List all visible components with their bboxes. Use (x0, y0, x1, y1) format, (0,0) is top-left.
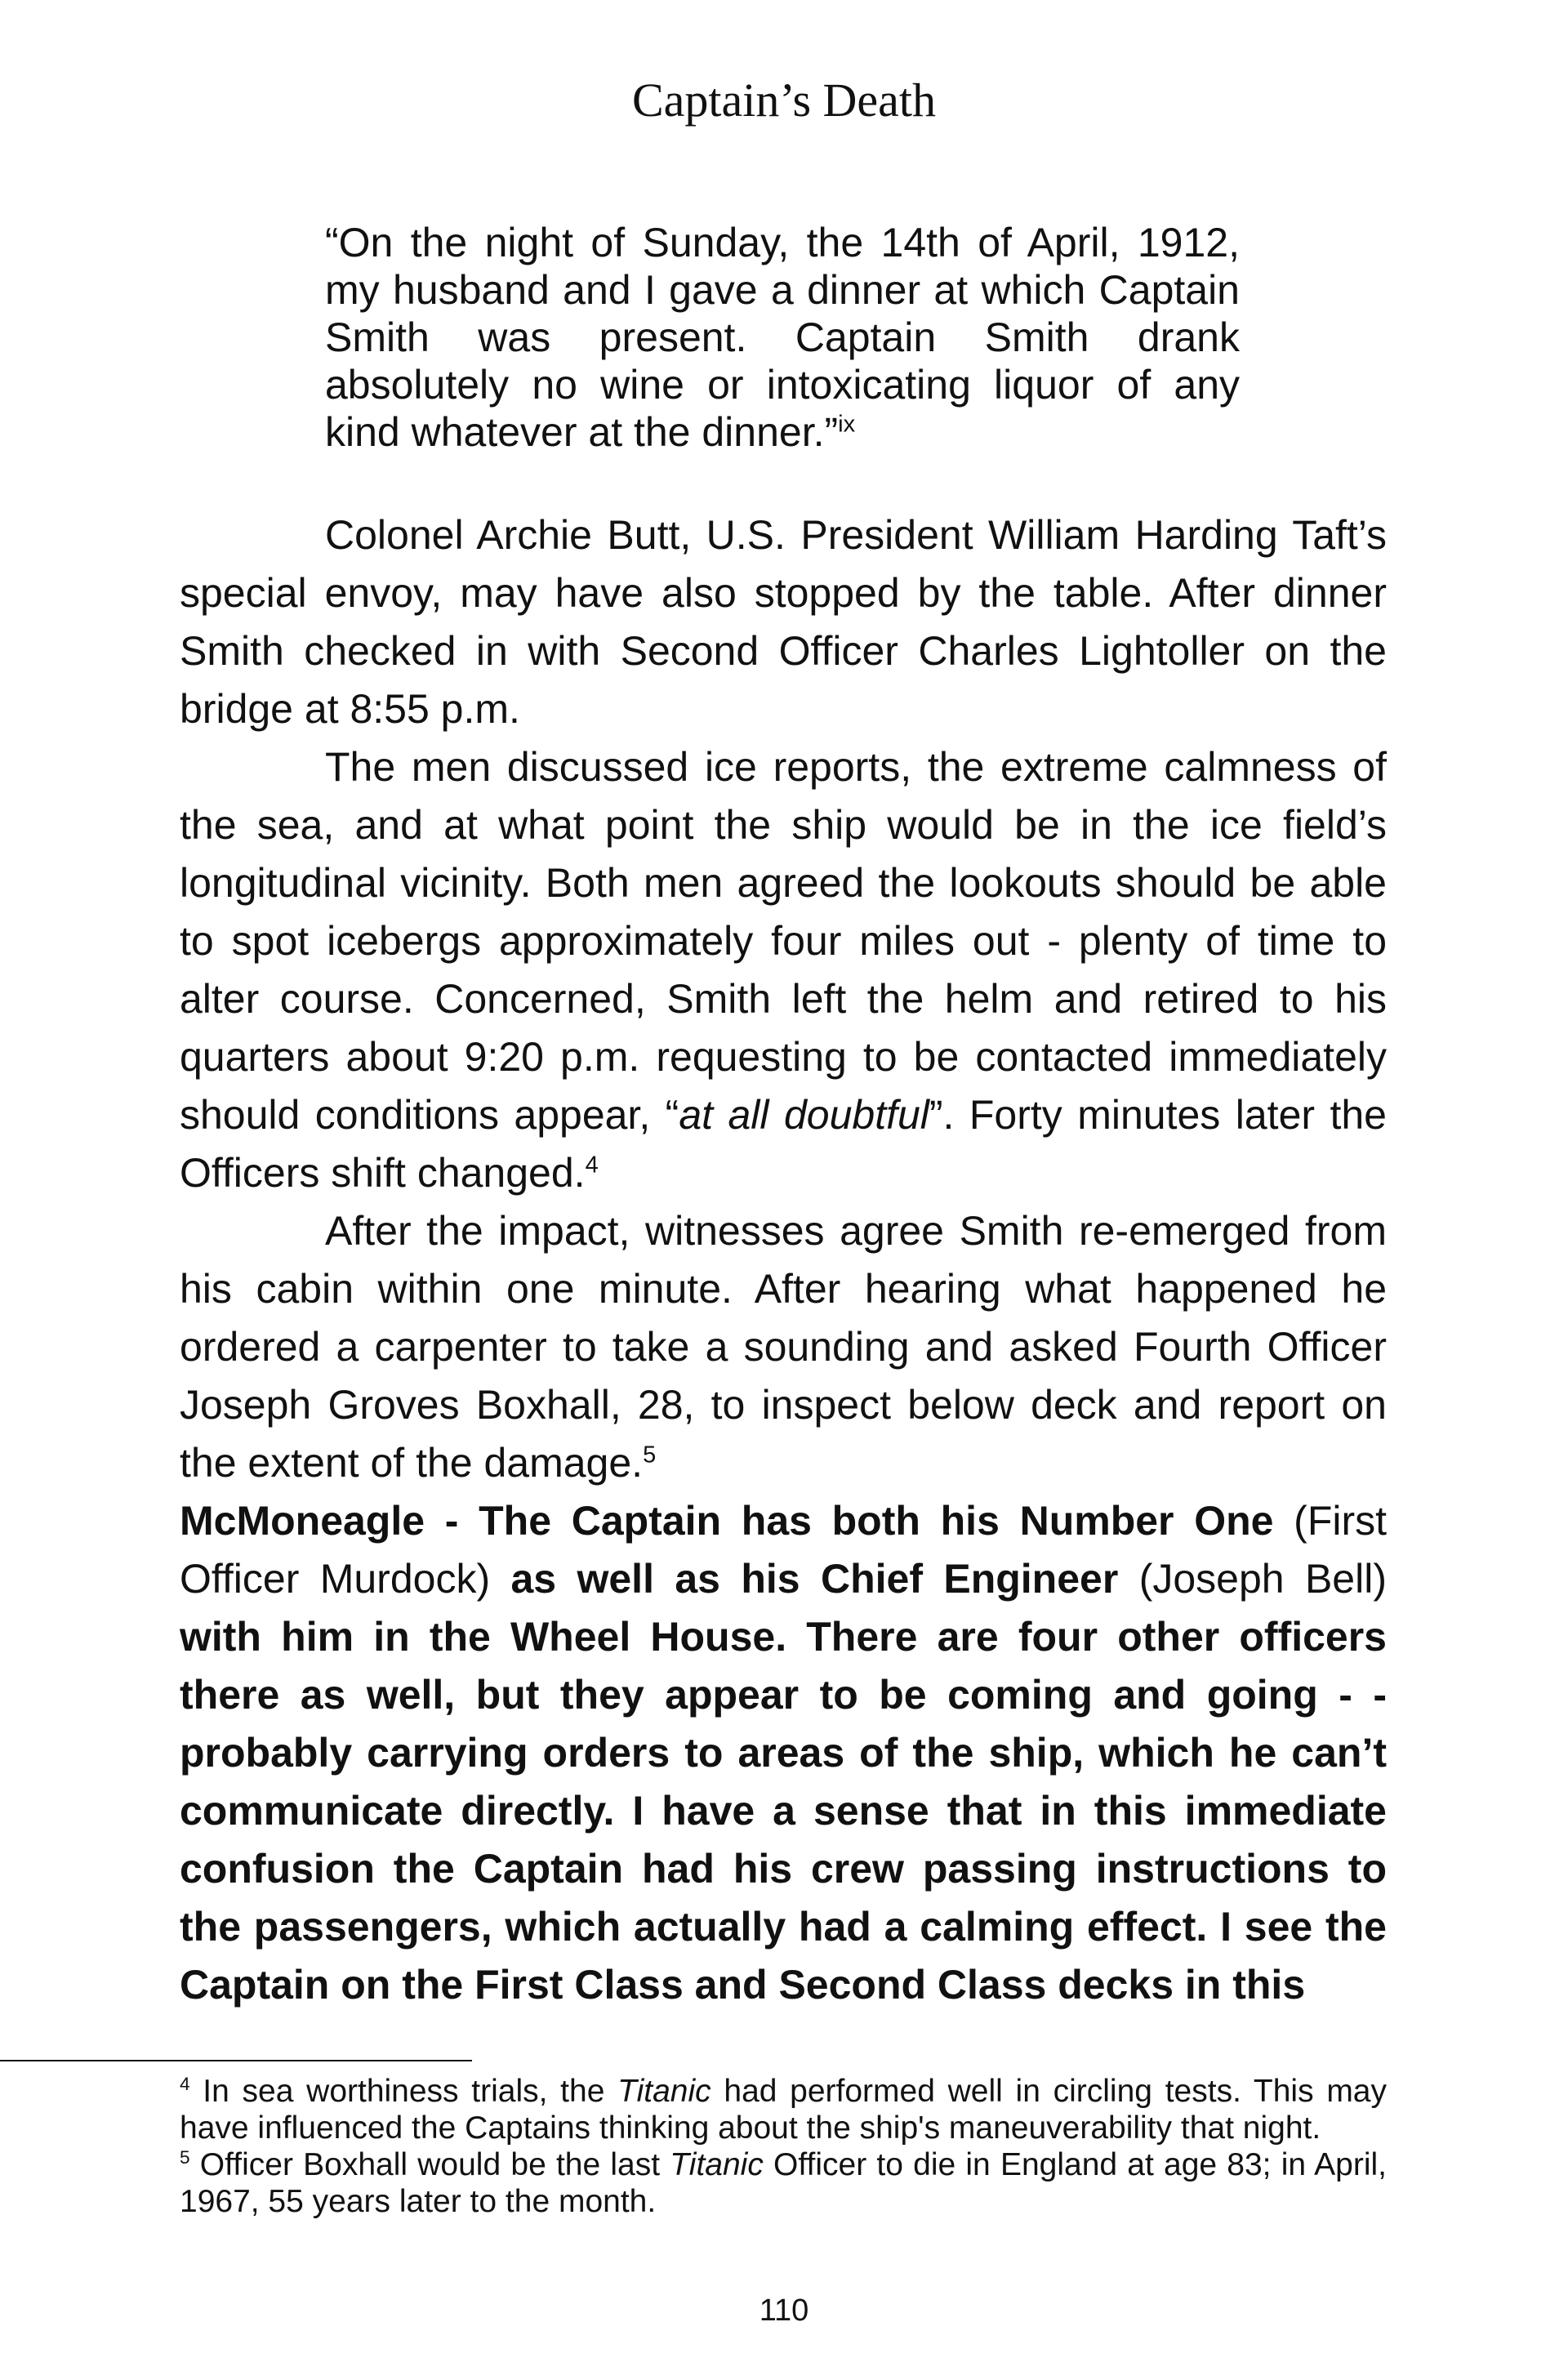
footnote-italic: Titanic (617, 2074, 711, 2109)
para4-bold-3: with him in the Wheel House. There are four other officers there as well, but they appear to be coming and going - - probably carrying orders to areas of the ship, which he can’t communicate directly. I have a sense that in this immediate confusion the Captain had his crew passing instructions to the passengers, which actually had a calming effect. I see the Captain on the First Class and Second Class decks in this (180, 1614, 1387, 2008)
block-quote (325, 219, 1240, 456)
body-text (180, 506, 1387, 2014)
para2-text: The men discussed ice reports, the extreme calmness of the sea, and at what point the ship would be in the ice field’s longitudinal vicinity. Both men agreed the lookouts should be able to spot icebergs approximately four miles out - plenty of time to alter course. Concerned, Smith left the helm and retired to his quarters about 9:20 p.m. requesting to be contacted immediately should conditions appear, “ (180, 744, 1387, 1138)
footnote-5 (180, 2146, 1387, 2220)
paragraph-ice-reports (180, 738, 1387, 1202)
para3-text: After the impact, witnesses agree Smith re-emerged from his cabin within one minute. After hearing what happened he ordered a carpenter to take a sounding and asked Fourth Officer Joseph Groves Boxhall, 28, to inspect below deck and report on the extent of the damage. (180, 1208, 1387, 1486)
para4-bold-1: McMoneagle - The Captain has both his Number One (180, 1498, 1274, 1544)
footnote-italic: Titanic (670, 2147, 764, 2182)
footnote-text-end: Officer to die in England at age 83; in April, 1967, 55 years later to the month. (180, 2147, 1387, 2219)
paragraph-mcmoneagle (180, 1492, 1387, 2014)
paragraph-after-impact (180, 1202, 1387, 1492)
footnote-text: Officer Boxhall would be the last (189, 2147, 670, 2182)
footnote-number: 4 (180, 2074, 190, 2094)
paragraph-colonel-butt: Colonel Archie Butt, U.S. President William Harding Taft’s special envoy, may have also stopped by the table. After dinner Smith checked in with Second Officer Charles Lightoller on the bridge at 8:55 p.m. (180, 512, 1387, 732)
para4-plain-2: (Joseph Bell) (1118, 1556, 1387, 1602)
para2-text-end: ”. Forty minutes later the Officers shift changed. (180, 1092, 1387, 1196)
para4-plain-1: (First Officer Murdock) (180, 1498, 1388, 1602)
para4-bold-2: as well as his Chief Engineer (510, 1556, 1119, 1602)
footnote-ref-5: 5 (643, 1442, 657, 1469)
footnotes (180, 2073, 1387, 2220)
page-number: 110 (759, 2293, 809, 2328)
quote-text: “On the night of Sunday, the 14th of April, 1912, my husband and I gave a dinner at which Captain Smith was present. Captain Smith drank absolutely no wine or intoxicating liquor of any kind whatever at the dinner.” (325, 220, 1240, 455)
endnote-ref-ix: ix (838, 411, 856, 438)
footnote-text: In sea worthiness trials, the (189, 2074, 618, 2109)
para2-italic: at all doubtful (679, 1092, 929, 1138)
footnote-number: 5 (180, 2147, 190, 2168)
running-head: Captain’s Death (631, 74, 937, 127)
footnote-4 (180, 2073, 1387, 2146)
footnote-separator (0, 2060, 472, 2061)
footnote-text-end: had performed well in circling tests. This may have influenced the Captains thinking about the ship's maneuverability that night. (180, 2074, 1387, 2146)
footnote-ref-4: 4 (585, 1152, 599, 1179)
